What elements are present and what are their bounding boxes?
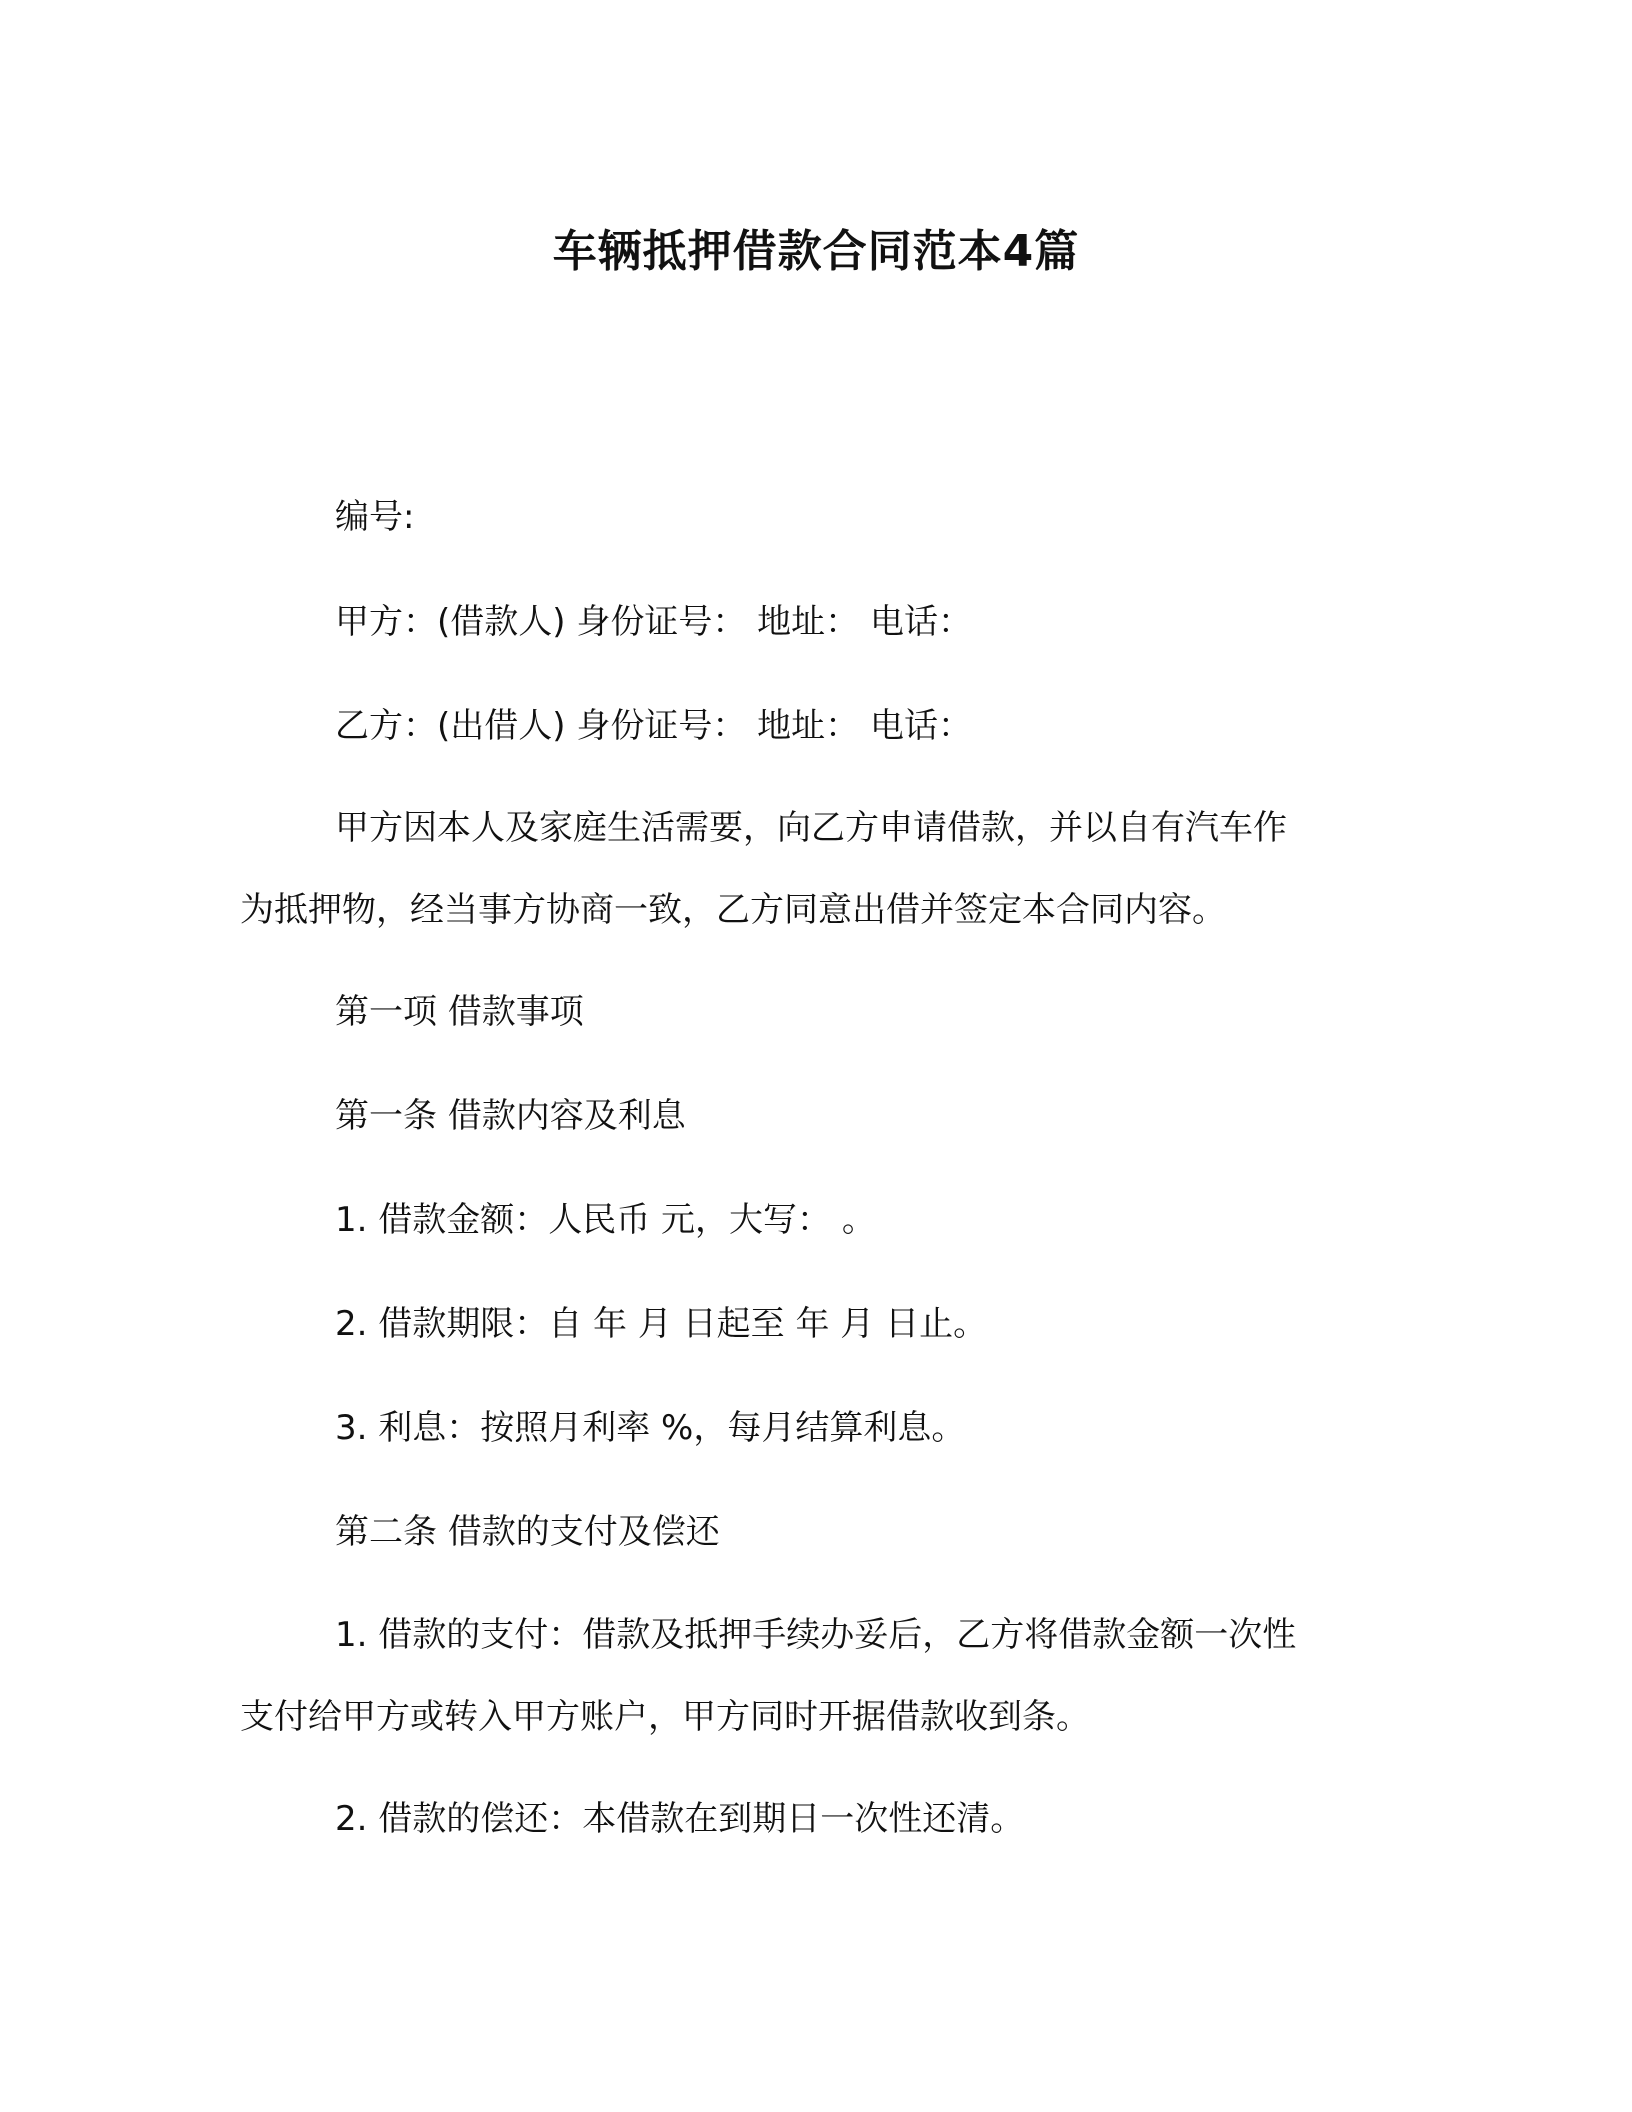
loan-amount-item: 1. 借款金额：人民币 元，大写： 。 xyxy=(335,1200,876,1240)
interest-item: 3. 利息：按照月利率 %，每月结算利息。 xyxy=(335,1408,966,1448)
article-1-heading: 第一条 借款内容及利息 xyxy=(335,1096,686,1136)
intro-line-2: 为抵押物，经当事方协商一致，乙方同意出借并签定本合同内容。 xyxy=(240,890,1226,930)
contract-number: 编号: xyxy=(335,497,415,537)
payment-paragraph xyxy=(240,1613,1380,1739)
party-b-line: 乙方：(出借人) 身份证号： 地址： 电话： xyxy=(335,706,972,746)
intro-paragraph xyxy=(240,806,1380,932)
document-title: 车辆抵押借款合同范本4篇 xyxy=(552,226,1080,277)
payment-line-1: 1. 借款的支付：借款及抵押手续办妥后，乙方将借款金额一次性 xyxy=(335,1615,1297,1655)
section-heading: 第一项 借款事项 xyxy=(335,992,584,1032)
repayment-item: 2. 借款的偿还：本借款在到期日一次性还清。 xyxy=(335,1799,1025,1839)
party-a-line: 甲方：(借款人) 身份证号： 地址： 电话： xyxy=(335,602,972,642)
article-2-heading: 第二条 借款的支付及偿还 xyxy=(335,1512,720,1552)
payment-line-2: 支付给甲方或转入甲方账户，甲方同时开据借款收到条。 xyxy=(240,1697,1090,1737)
intro-line-1: 甲方因本人及家庭生活需要，向乙方申请借款，并以自有汽车作 xyxy=(335,808,1287,848)
loan-term-item: 2. 借款期限：自 年 月 日起至 年 月 日止。 xyxy=(335,1304,988,1344)
